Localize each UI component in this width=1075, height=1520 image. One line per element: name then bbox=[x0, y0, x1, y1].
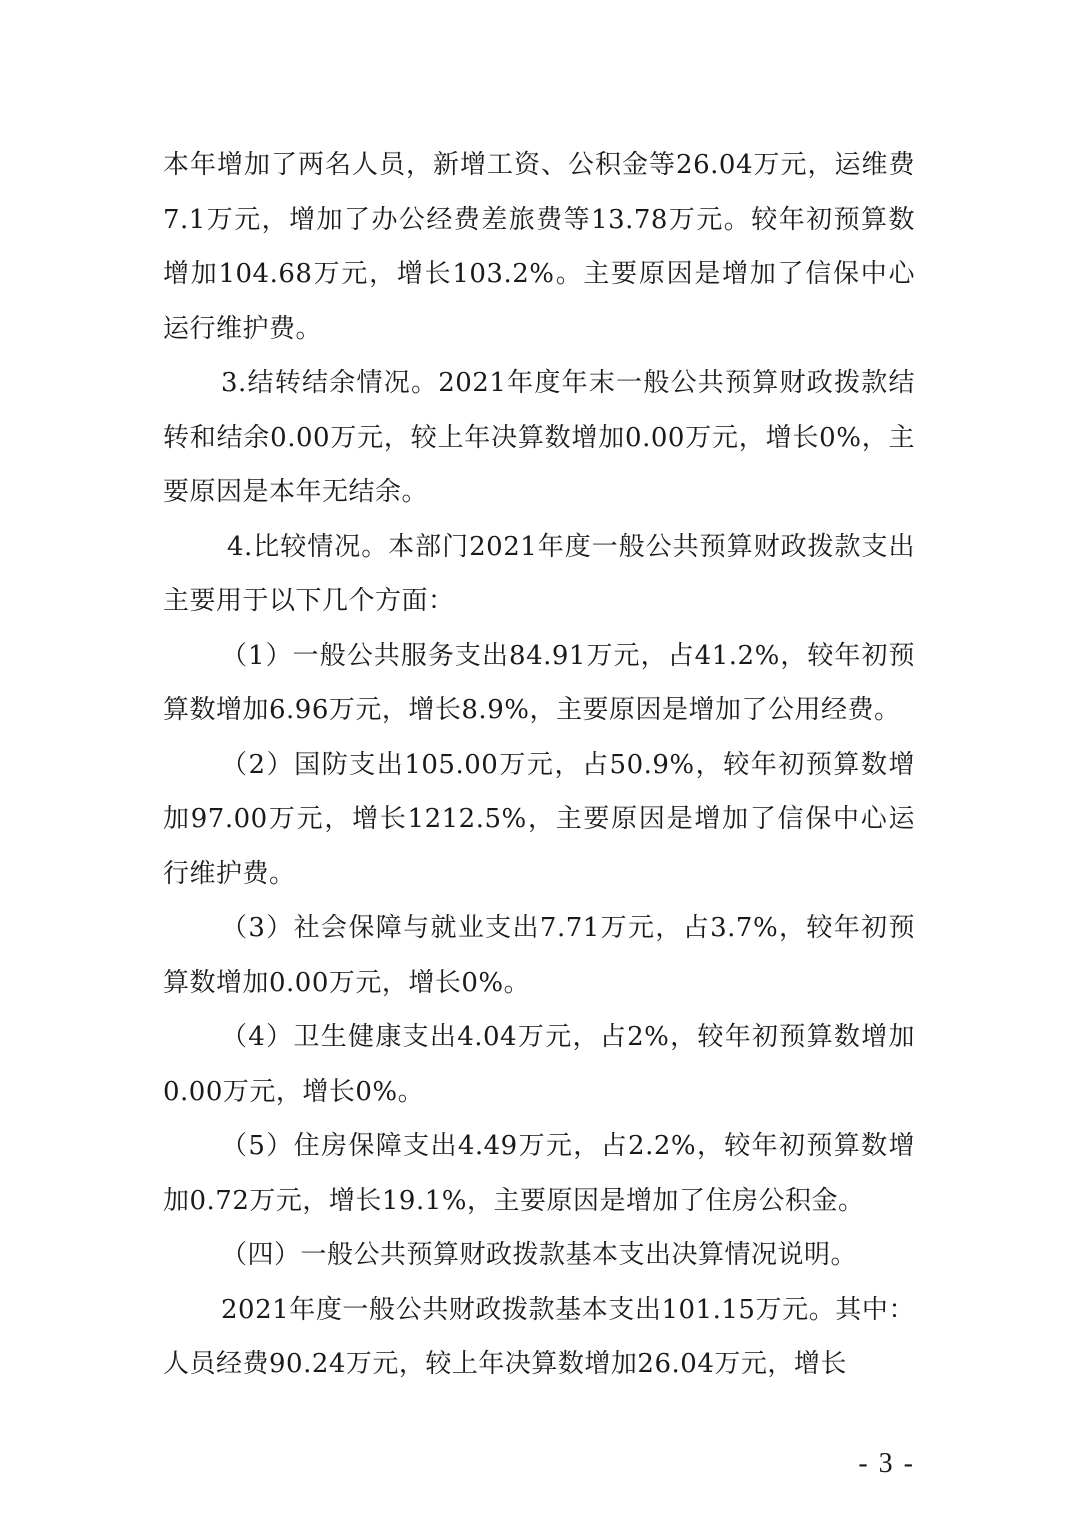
page-number: - 3 - bbox=[858, 1448, 915, 1479]
paragraph-comparison: 4.比较情况。本部门2021年度一般公共预算财政拨款支出主要用于以下几个方面： bbox=[163, 531, 915, 616]
section-heading: （四）一般公共预算财政拨款基本支出决算情况说明。 bbox=[221, 1240, 858, 1270]
paragraph-1: 本年增加了两名人员，新增工资、公积金等26.04万元，运维费7.1万元，增加了办公经费差旅费等13.78万元。较年初预算数增加104.68万元，增长103.2%。主要原因是增加了信保中心运行维护费。 bbox=[163, 150, 915, 344]
paragraph-item-2: （2）国防支出105.00万元，占50.9%，较年初预算数增加97.00万元，增长1212.5%，主要原因是增加了信保中心运行维护费。 bbox=[163, 749, 915, 889]
document-body bbox=[163, 138, 915, 1392]
paragraph-item-5: （5）住房保障支出4.49万元，占2.2%，较年初预算数增加0.72万元，增长19.1%，主要原因是增加了住房公积金。 bbox=[163, 1131, 915, 1216]
paragraph-item-4: （4）卫生健康支出4.04万元，占2%，较年初预算数增加0.00万元，增长0%。 bbox=[163, 1022, 915, 1107]
paragraph-item-3: （3）社会保障与就业支出7.71万元，占3.7%，较年初预算数增加0.00万元，增长0%。 bbox=[163, 913, 915, 998]
paragraph-basic-expenditure: 2021年度一般公共财政拨款基本支出101.15万元。其中：人员经费90.24万元，较上年决算数增加26.04万元，增长 bbox=[163, 1294, 915, 1379]
paragraph-carryover-balance: 3.结转结余情况。2021年度年末一般公共预算财政拨款结转和结余0.00万元，较上年决算数增加0.00万元，增长0%，主要原因是本年无结余。 bbox=[163, 368, 915, 507]
paragraph-item-1: （1）一般公共服务支出84.91万元，占41.2%，较年初预算数增加6.96万元，增长8.9%，主要原因是增加了公用经费。 bbox=[163, 640, 915, 725]
